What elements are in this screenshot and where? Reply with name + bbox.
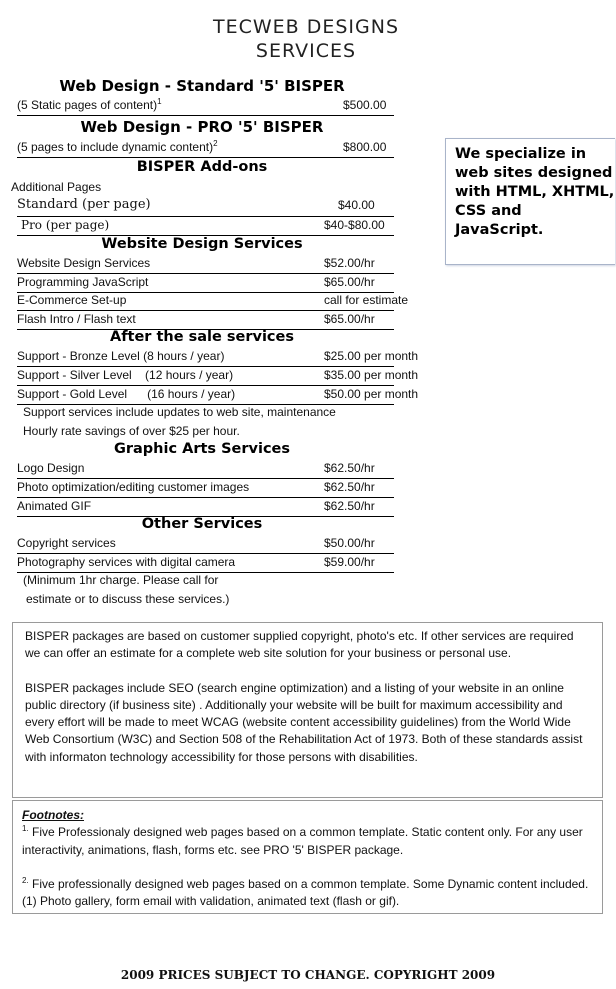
price-row bbox=[17, 498, 394, 517]
price-row-standard bbox=[17, 97, 394, 116]
section-heading-other: Other Services bbox=[141, 516, 263, 532]
price-row bbox=[17, 479, 394, 498]
section-heading-after-sale: After the sale services bbox=[110, 329, 294, 345]
price-row-addon-pro bbox=[17, 217, 394, 236]
price-row bbox=[17, 535, 394, 554]
row-price: $62.50/hr bbox=[324, 461, 375, 475]
row-price: $35.00 per month bbox=[324, 368, 419, 382]
footnotes-heading: Footnotes: bbox=[22, 808, 84, 822]
row-price: $25.00 per month bbox=[324, 349, 419, 363]
row-price: $65.00/hr bbox=[324, 275, 375, 289]
row-label: Pro (per page) bbox=[21, 218, 110, 232]
row-price: $800.00 bbox=[343, 140, 387, 154]
callout-text: We specialize in web sites designed with HTML, XHTML, CSS and JavaScript. bbox=[455, 146, 615, 238]
row-label: Standard (per page) bbox=[17, 197, 151, 212]
row-label: Support - Silver Level (12 hours / year) bbox=[17, 368, 234, 382]
support-note: Support services include updates to web site, maintenance bbox=[23, 405, 336, 419]
price-row-addon-standard bbox=[17, 197, 394, 217]
addons-sublabel: Additional Pages bbox=[11, 180, 102, 194]
info-paragraph: BISPER packages are based on customer supplied copyright, photo's etc. If other services are required we can offer an estimate for a complete web site solution for your business or personal use. bbox=[25, 629, 574, 661]
support-note: Hourly rate savings of over $25 per hour. bbox=[23, 424, 240, 438]
price-row bbox=[17, 386, 419, 404]
row-label: Support - Gold Level (16 hours / year) bbox=[17, 387, 236, 401]
row-price: $40.00 bbox=[338, 198, 375, 212]
section-heading-pro: Web Design - PRO '5' BISPER bbox=[80, 118, 324, 136]
price-row bbox=[17, 348, 419, 366]
row-price: $40-$80.00 bbox=[324, 218, 385, 232]
row-price: $59.00/hr bbox=[324, 555, 375, 569]
price-row bbox=[17, 274, 394, 293]
row-label: E-Commerce Set-up bbox=[17, 293, 127, 307]
row-label: Website Design Services bbox=[17, 256, 151, 270]
row-price: call for estimate bbox=[324, 293, 409, 307]
other-note: (Minimum 1hr charge. Please call for bbox=[23, 573, 219, 587]
price-row bbox=[17, 367, 419, 385]
price-row bbox=[17, 554, 394, 573]
row-price: $50.00 per month bbox=[324, 387, 419, 401]
row-price: $62.50/hr bbox=[324, 499, 375, 513]
row-price: $65.00/hr bbox=[324, 312, 375, 326]
row-label: Photography services with digital camera bbox=[17, 555, 236, 569]
info-paragraph: BISPER packages include SEO (search engine optimization) and a listing of your website in an online public directory (if business site) . Additionally your website will be built for maximum accessibility and every effort will be made to meet WCAG (website content accessibility guidelines) from the World Wide Web Consortium (W3C) and Section 508 of the Rehabilitation Act of 1973. Both of these standards assist with informaton technology accessibility for those persons with disabilities. bbox=[25, 680, 583, 764]
row-label: Programming JavaScript bbox=[17, 275, 149, 289]
row-label: Flash Intro / Flash text bbox=[17, 312, 136, 326]
section-heading-graphic-arts: Graphic Arts Services bbox=[113, 441, 291, 457]
info-box bbox=[12, 622, 603, 798]
price-row-pro bbox=[17, 139, 394, 158]
footnote-number: 1. bbox=[22, 824, 29, 834]
footnote-number: 2. bbox=[22, 875, 29, 885]
footnote-ref-2: 2 bbox=[213, 139, 218, 148]
footnotes-box bbox=[12, 800, 603, 914]
price-row bbox=[17, 460, 394, 479]
row-label: (5 pages to include dynamic content) bbox=[17, 140, 214, 154]
row-label: Copyright services bbox=[17, 536, 116, 550]
section-heading-addons: BISPER Add-ons bbox=[136, 159, 268, 175]
other-note: estimate or to discuss these services.) bbox=[26, 592, 230, 606]
section-heading-website: Website Design Services bbox=[101, 236, 303, 252]
price-row bbox=[17, 311, 394, 330]
price-row bbox=[17, 255, 394, 274]
row-label: (5 Static pages of content) bbox=[17, 98, 158, 112]
row-price: $62.50/hr bbox=[324, 480, 375, 494]
row-price: $50.00/hr bbox=[324, 536, 375, 550]
row-price: $52.00/hr bbox=[324, 256, 375, 270]
row-label: Logo Design bbox=[17, 461, 85, 475]
page-subtitle: SERVICES bbox=[255, 40, 357, 62]
footnote-text: Five Professionaly designed web pages based on a common template. Static content only. For any user interactivity, animations, flash, forms etc. see PRO '5' BISPER package. bbox=[22, 825, 583, 857]
row-label: Animated GIF bbox=[17, 499, 92, 513]
copyright-notice: 2009 PRICES SUBJECT TO CHANGE. COPYRIGHT 2009 bbox=[120, 968, 496, 982]
row-label: Photo optimization/editing customer images bbox=[17, 480, 250, 494]
section-heading-standard: Web Design - Standard '5' BISPER bbox=[59, 77, 345, 95]
row-price: $500.00 bbox=[343, 98, 387, 112]
specialty-callout bbox=[445, 138, 615, 265]
footnote-text: Five professionally designed web pages based on a common template. Some Dynamic content included. (1) Photo gallery, form email with validation, animated text (flash or gif). bbox=[22, 876, 589, 909]
footnote-ref-1: 1 bbox=[157, 97, 162, 106]
row-label: Support - Bronze Level (8 hours / year) bbox=[17, 349, 225, 363]
page-title: TECWEB DESIGNS bbox=[212, 16, 400, 38]
price-row bbox=[17, 292, 427, 310]
